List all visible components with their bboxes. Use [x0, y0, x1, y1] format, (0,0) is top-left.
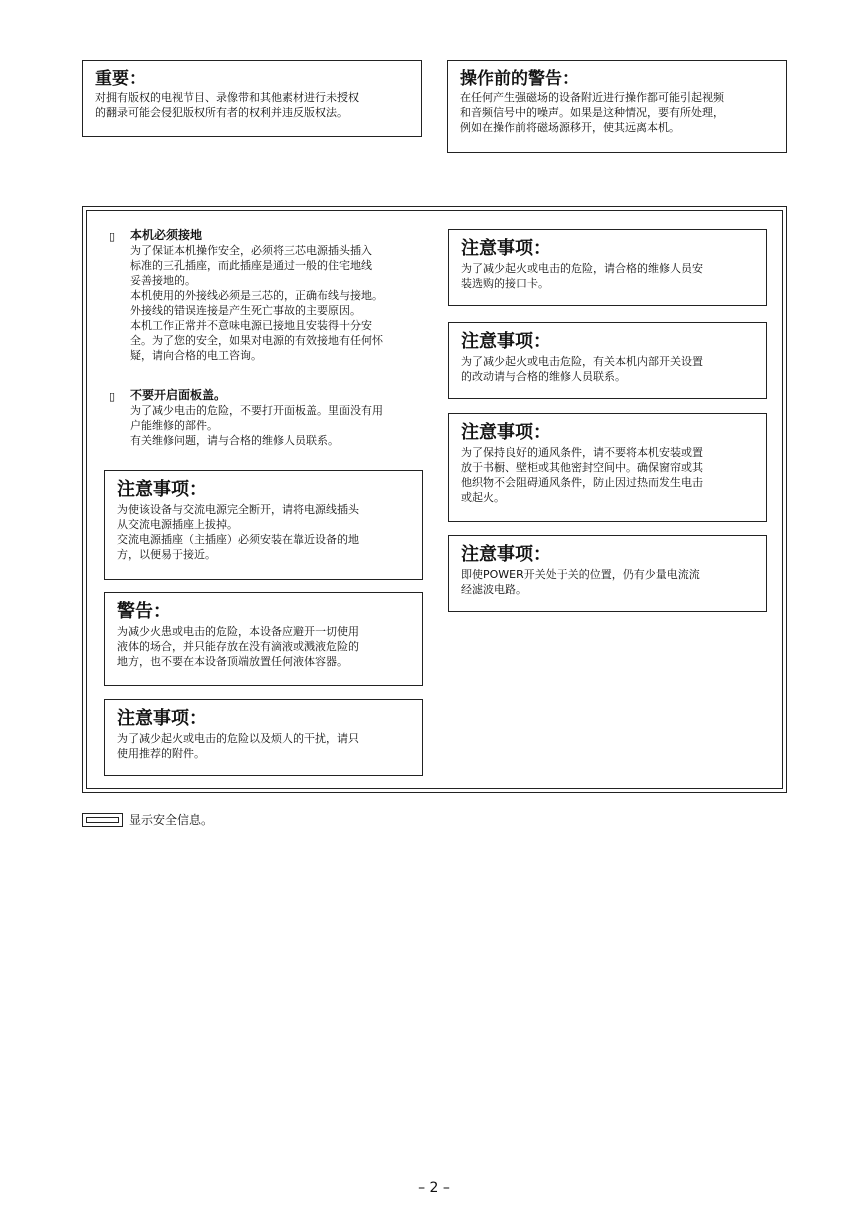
caution-box-ventilation: [448, 413, 767, 522]
caution-title: 注意事项：: [461, 331, 551, 352]
grounding-body: 为了保证本机操作安全，必须将三芯电源插头插入 标准的三孔插座，而此插座是通过一般的住宅地线 妥善接地的。 本机使用的外接线必须是三芯的，正确布线与接地。 外接线的错误连接是产生死亡事故的主要原因。 本机工作正常并不意味电源已接地且安装得十分安 全。为了您的安全，如果对电源的有效接地有任何怀 疑，请向合格的电工咨询。: [130, 244, 383, 362]
safety-information-frame: [82, 206, 787, 793]
warning-title: 警告：: [117, 601, 171, 622]
caution-box-accessories: [104, 699, 423, 776]
important-body: 对拥有版权的电视节目、录像带和其他素材进行未授权 的翻录可能会侵犯版权所有者的权利并违反版权法。: [95, 91, 359, 119]
caution-title: 注意事项：: [117, 479, 207, 500]
caution-box-interface-card: [448, 229, 767, 306]
legend-text: 显示安全信息。: [129, 813, 214, 827]
caution-title: 注意事项：: [461, 422, 551, 443]
caution-title: 注意事项：: [461, 544, 551, 565]
panel-cover-body: 为了减少电击的危险，不要打开面板盖。里面没有用 户能维修的部件。 有关维修问题，请与合格的维修人员联系。: [130, 404, 383, 447]
caution-box-power-switch: [448, 535, 767, 612]
pre-op-title: 操作前的警告：: [460, 69, 579, 89]
pre-op-body: 在任何产生强磁场的设备附近进行操作都可能引起视频 和音频信号中的噪声。如果是这种情况，要有所处理， 例如在操作前将磁场源移开，使其远离本机。: [460, 91, 724, 134]
caution-title: 注意事项：: [461, 238, 551, 259]
bullet-icon: ▯: [109, 230, 116, 243]
caution-box-power-disconnect: [104, 470, 423, 580]
grounding-item: [109, 228, 429, 378]
double-frame-icon: [82, 813, 123, 827]
caution-body: 为了减少起火或电击的危险，请合格的维修人员安 装选购的接口卡。: [461, 262, 703, 290]
caution-body: 为了保持良好的通风条件，请不要将本机安装或置 放于书橱、壁柜或其他密封空间中。确保窗帘或其 他织物不会阻碍通风条件，防止因过热而发生电击 或起火。: [461, 446, 703, 504]
important-notice: [82, 60, 422, 137]
caution-body: 为了减少起火或电击危险，有关本机内部开关设置 的改动请与合格的维修人员联系。: [461, 355, 703, 383]
grounding-title: 本机必须接地: [130, 228, 203, 242]
bullet-icon: ▯: [109, 390, 116, 403]
page-number: – 2 –: [418, 1180, 450, 1196]
warning-body: 为减少火患或电击的危险，本设备应避开一切使用 液体的场合，并只能存放在没有滴液或溅液危险的 地方，也不要在本设备顶端放置任何液体容器。: [117, 625, 359, 668]
caution-body: 即使POWER开关处于关的位置，仍有少量电流流 经滤波电路。: [461, 568, 700, 596]
caution-body: 为了减少起火或电击的危险以及烦人的干扰，请只 使用推荐的附件。: [117, 732, 359, 760]
important-title: 重要：: [95, 69, 146, 89]
panel-cover-item: [109, 388, 429, 453]
caution-box-internal-switch: [448, 322, 767, 399]
caution-title: 注意事项：: [117, 708, 207, 729]
panel-cover-title: 不要开启面板盖。: [130, 388, 227, 402]
safety-information-inner-frame: [86, 210, 783, 789]
warning-box-liquid: [104, 592, 423, 686]
caution-body: 为使该设备与交流电源完全断开，请将电源线插头 从交流电源插座上拔掉。 交流电源插座（主插座）必须安装在靠近设备的地 方，以便易于接近。: [117, 503, 359, 561]
pre-operation-warning: [447, 60, 787, 153]
